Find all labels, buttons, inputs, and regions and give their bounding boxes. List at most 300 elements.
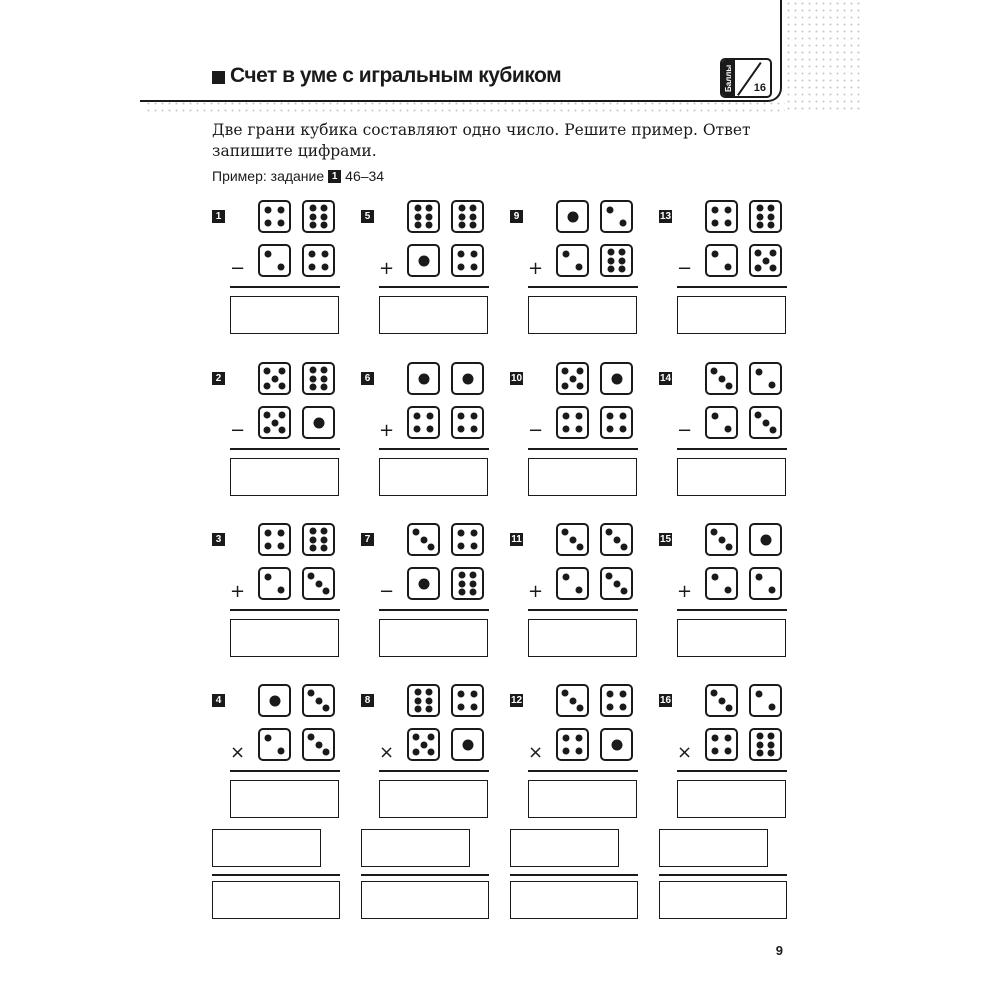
die-pip xyxy=(264,368,271,375)
die-face-2 xyxy=(600,200,633,233)
die-pip xyxy=(470,530,477,537)
operator-sign: + xyxy=(528,258,544,279)
die-pip xyxy=(265,530,272,537)
die-pip xyxy=(309,383,316,390)
example-label: Пример: задание xyxy=(212,168,325,184)
die-pip xyxy=(756,205,763,212)
die-pip xyxy=(426,413,433,420)
problem-number-badge: 3 xyxy=(212,533,225,546)
die-pip xyxy=(575,263,582,270)
score-label: Баллы xyxy=(722,60,735,96)
problem-2 xyxy=(212,362,342,502)
die-pip xyxy=(309,205,316,212)
operator-sign: × xyxy=(677,742,693,763)
die-pip xyxy=(607,413,614,420)
die-pip xyxy=(613,580,620,587)
die-pip xyxy=(265,219,272,226)
die-pip xyxy=(315,697,322,704)
die-face-3 xyxy=(705,523,738,556)
die-pip xyxy=(724,425,731,432)
die-pip xyxy=(607,265,614,272)
die-pip xyxy=(576,382,583,389)
die-face-4 xyxy=(451,244,484,277)
die-pip xyxy=(562,368,569,375)
operator-sign: − xyxy=(677,258,693,279)
die-pip xyxy=(321,263,328,270)
die-pip xyxy=(308,573,315,580)
die-face-3 xyxy=(302,728,335,761)
partial-product-box[interactable] xyxy=(510,829,619,867)
die-pip xyxy=(458,205,465,212)
die-pip xyxy=(427,734,434,741)
die-pip xyxy=(413,529,420,536)
die-pip xyxy=(563,425,570,432)
die-pip xyxy=(619,265,626,272)
answer-box[interactable] xyxy=(677,619,786,657)
die-face-1 xyxy=(600,728,633,761)
die-face-2 xyxy=(749,567,782,600)
die-pip xyxy=(768,205,775,212)
problem-13 xyxy=(659,200,789,340)
die-pip xyxy=(768,213,775,220)
example-answer: 46–34 xyxy=(345,168,385,184)
problem-6 xyxy=(361,362,491,502)
die-face-6 xyxy=(600,244,633,277)
problem-10 xyxy=(510,362,640,502)
die-pip xyxy=(458,425,465,432)
partial-product-box[interactable] xyxy=(361,829,470,867)
die-pip xyxy=(321,528,328,535)
operator-sign: − xyxy=(379,581,395,602)
die-pip xyxy=(613,536,620,543)
die-pip xyxy=(718,536,725,543)
die-pip xyxy=(756,691,763,698)
die-face-4 xyxy=(451,684,484,717)
die-pip xyxy=(755,264,762,271)
die-face-5 xyxy=(407,728,440,761)
die-pip xyxy=(619,219,626,226)
die-pip xyxy=(712,735,719,742)
die-pip xyxy=(265,542,272,549)
answer-box[interactable] xyxy=(528,619,637,657)
die-pip xyxy=(321,383,328,390)
die-face-1 xyxy=(600,362,633,395)
die-pip xyxy=(620,543,627,550)
die-pip xyxy=(420,536,427,543)
die-pip xyxy=(458,580,465,587)
die-pip xyxy=(470,251,477,258)
die-pip xyxy=(575,735,582,742)
die-pip xyxy=(458,572,465,579)
die-pip xyxy=(619,703,626,710)
example-task-badge: 1 xyxy=(328,170,341,183)
die-face-1 xyxy=(407,244,440,277)
die-face-2 xyxy=(556,567,589,600)
die-pip xyxy=(725,543,732,550)
die-pip xyxy=(711,529,718,536)
die-pip xyxy=(768,381,775,388)
die-pip xyxy=(470,588,477,595)
die-face-2 xyxy=(705,567,738,600)
die-pip xyxy=(755,250,762,257)
answer-box[interactable] xyxy=(677,458,786,496)
partial-product-box[interactable] xyxy=(212,829,321,867)
die-pip xyxy=(322,748,329,755)
die-pip xyxy=(418,578,429,589)
die-face-3 xyxy=(749,406,782,439)
die-pip xyxy=(724,735,731,742)
die-pip xyxy=(309,263,316,270)
die-pip xyxy=(769,426,776,433)
die-pip xyxy=(760,534,771,545)
die-pip xyxy=(611,373,622,384)
problem-12 xyxy=(510,684,640,824)
die-face-4 xyxy=(302,244,335,277)
die-pip xyxy=(768,741,775,748)
sum-line xyxy=(230,609,340,611)
die-pip xyxy=(712,747,719,754)
die-pip xyxy=(458,588,465,595)
sum-line xyxy=(379,609,489,611)
die-pip xyxy=(418,373,429,384)
sum-line xyxy=(379,448,489,450)
die-pip xyxy=(711,690,718,697)
die-pip xyxy=(619,413,626,420)
problem-number-badge: 16 xyxy=(659,695,672,706)
total-line xyxy=(510,874,638,876)
die-pip xyxy=(470,691,477,698)
die-pip xyxy=(724,207,731,214)
die-face-4 xyxy=(451,406,484,439)
die-face-3 xyxy=(556,684,589,717)
die-face-4 xyxy=(258,200,291,233)
problem-number-badge: 5 xyxy=(361,210,374,223)
die-pip xyxy=(762,419,769,426)
problem-number-badge: 7 xyxy=(361,533,374,546)
answer-box[interactable] xyxy=(379,296,488,334)
die-face-5 xyxy=(749,244,782,277)
die-face-4 xyxy=(556,406,589,439)
die-pip xyxy=(768,749,775,756)
answer-box[interactable] xyxy=(230,296,339,334)
die-pip xyxy=(576,543,583,550)
sum-line xyxy=(379,286,489,288)
die-pip xyxy=(756,749,763,756)
die-face-2 xyxy=(258,567,291,600)
problem-number-badge: 4 xyxy=(212,694,225,707)
die-pip xyxy=(563,251,570,258)
die-face-4 xyxy=(705,200,738,233)
die-pip xyxy=(755,412,762,419)
die-pip xyxy=(309,367,316,374)
die-pip xyxy=(712,413,719,420)
answer-box[interactable] xyxy=(528,296,637,334)
die-pip xyxy=(607,691,614,698)
answer-box[interactable] xyxy=(528,458,637,496)
total-line xyxy=(361,874,489,876)
die-face-4 xyxy=(556,728,589,761)
sum-line xyxy=(379,770,489,772)
die-pip xyxy=(321,221,328,228)
die-pip xyxy=(458,703,465,710)
die-pip xyxy=(309,375,316,382)
operator-sign: − xyxy=(230,420,246,441)
partial-product-box[interactable] xyxy=(659,829,768,867)
die-pip xyxy=(470,425,477,432)
die-face-1 xyxy=(749,523,782,556)
die-pip xyxy=(277,207,284,214)
die-pip xyxy=(277,219,284,226)
problem-number-badge: 15 xyxy=(659,534,672,545)
die-pip xyxy=(322,704,329,711)
die-pip xyxy=(611,739,622,750)
die-face-1 xyxy=(258,684,291,717)
problem-15 xyxy=(659,523,789,663)
total-box[interactable] xyxy=(510,881,638,919)
die-face-1 xyxy=(556,200,589,233)
die-pip xyxy=(313,417,324,428)
die-face-3 xyxy=(600,567,633,600)
die-pip xyxy=(414,213,421,220)
problem-11 xyxy=(510,523,640,663)
die-pip xyxy=(315,580,322,587)
die-pip xyxy=(321,213,328,220)
die-pip xyxy=(575,413,582,420)
operator-sign: + xyxy=(379,420,395,441)
die-pip xyxy=(321,536,328,543)
die-pip xyxy=(321,544,328,551)
die-pip xyxy=(278,368,285,375)
die-face-2 xyxy=(705,244,738,277)
die-pip xyxy=(470,542,477,549)
die-face-3 xyxy=(407,523,440,556)
die-pip xyxy=(277,747,284,754)
die-pip xyxy=(309,213,316,220)
problem-number-badge: 1 xyxy=(212,210,225,223)
die-face-3 xyxy=(556,523,589,556)
die-face-2 xyxy=(749,684,782,717)
die-pip xyxy=(309,528,316,535)
problem-8 xyxy=(361,684,491,824)
die-face-4 xyxy=(600,684,633,717)
die-pip xyxy=(575,747,582,754)
problem-4 xyxy=(212,684,342,824)
die-pip xyxy=(278,426,285,433)
die-pip xyxy=(563,735,570,742)
die-pip xyxy=(309,536,316,543)
die-pip xyxy=(575,425,582,432)
die-pip xyxy=(567,211,578,222)
die-pip xyxy=(277,586,284,593)
problem-number-badge: 11 xyxy=(511,534,522,545)
die-pip xyxy=(458,413,465,420)
die-pip xyxy=(321,367,328,374)
die-face-2 xyxy=(258,244,291,277)
die-pip xyxy=(756,741,763,748)
answer-box[interactable] xyxy=(379,619,488,657)
answer-box[interactable] xyxy=(677,780,786,818)
sum-line xyxy=(528,286,638,288)
total-box[interactable] xyxy=(361,881,489,919)
die-pip xyxy=(414,205,421,212)
die-pip xyxy=(309,251,316,258)
die-face-4 xyxy=(258,523,291,556)
die-pip xyxy=(562,690,569,697)
die-pip xyxy=(418,255,429,266)
die-face-2 xyxy=(556,244,589,277)
die-face-4 xyxy=(600,406,633,439)
die-pip xyxy=(718,697,725,704)
problem-number-badge: 8 xyxy=(361,694,374,707)
die-pip xyxy=(756,369,763,376)
example-line xyxy=(212,168,384,184)
operator-sign: × xyxy=(230,742,246,763)
die-pip xyxy=(607,703,614,710)
total-line xyxy=(212,874,340,876)
sum-line xyxy=(528,448,638,450)
page-title: Счет в уме с игральным кубиком xyxy=(230,64,562,87)
sum-line xyxy=(230,286,340,288)
die-face-2 xyxy=(258,728,291,761)
die-pip xyxy=(277,542,284,549)
die-pip xyxy=(264,412,271,419)
die-pip xyxy=(762,257,769,264)
die-pip xyxy=(427,748,434,755)
die-pip xyxy=(271,419,278,426)
die-pip xyxy=(278,412,285,419)
sum-line xyxy=(230,448,340,450)
die-pip xyxy=(575,586,582,593)
die-pip xyxy=(562,529,569,536)
total-box[interactable] xyxy=(659,881,787,919)
die-face-1 xyxy=(451,362,484,395)
die-pip xyxy=(470,263,477,270)
die-face-6 xyxy=(302,362,335,395)
die-pip xyxy=(470,221,477,228)
die-pip xyxy=(769,264,776,271)
die-face-3 xyxy=(302,567,335,600)
die-pip xyxy=(426,205,433,212)
die-pip xyxy=(619,691,626,698)
die-pip xyxy=(427,543,434,550)
operator-sign: × xyxy=(528,742,544,763)
answer-box[interactable] xyxy=(230,780,339,818)
answer-box[interactable] xyxy=(528,780,637,818)
answer-box[interactable] xyxy=(677,296,786,334)
die-pip xyxy=(768,221,775,228)
problem-number-badge: 9 xyxy=(510,210,523,223)
instruction-text: Две грани кубика составляют одно число. Решите пример. Ответ запишите цифрами. xyxy=(212,121,751,160)
die-pip xyxy=(426,689,433,696)
total-box[interactable] xyxy=(212,881,340,919)
die-pip xyxy=(470,703,477,710)
die-pip xyxy=(413,734,420,741)
die-pip xyxy=(414,697,421,704)
die-pip xyxy=(470,213,477,220)
die-face-6 xyxy=(451,200,484,233)
answer-box[interactable] xyxy=(379,458,488,496)
die-pip xyxy=(756,221,763,228)
die-pip xyxy=(414,413,421,420)
die-pip xyxy=(470,572,477,579)
problem-number-badge: 2 xyxy=(212,372,225,385)
die-face-6 xyxy=(302,523,335,556)
die-pip xyxy=(569,697,576,704)
die-pip xyxy=(724,747,731,754)
die-pip xyxy=(413,748,420,755)
die-pip xyxy=(769,250,776,257)
die-pip xyxy=(768,703,775,710)
die-pip xyxy=(309,544,316,551)
die-face-5 xyxy=(258,362,291,395)
answer-box[interactable] xyxy=(379,780,488,818)
answer-box[interactable] xyxy=(230,458,339,496)
die-pip xyxy=(569,375,576,382)
die-pip xyxy=(756,733,763,740)
die-pip xyxy=(426,705,433,712)
die-pip xyxy=(756,213,763,220)
die-pip xyxy=(563,413,570,420)
die-face-1 xyxy=(407,567,440,600)
die-pip xyxy=(569,536,576,543)
die-face-3 xyxy=(600,523,633,556)
die-pip xyxy=(420,741,427,748)
answer-box[interactable] xyxy=(230,619,339,657)
die-pip xyxy=(277,263,284,270)
problem-16 xyxy=(659,684,789,824)
die-pip xyxy=(712,207,719,214)
die-face-6 xyxy=(749,728,782,761)
die-pip xyxy=(724,263,731,270)
die-pip xyxy=(563,747,570,754)
die-pip xyxy=(462,739,473,750)
die-pip xyxy=(470,580,477,587)
die-pip xyxy=(712,574,719,581)
die-pip xyxy=(414,689,421,696)
die-pip xyxy=(278,382,285,389)
operator-sign: + xyxy=(677,581,693,602)
die-face-3 xyxy=(302,684,335,717)
sum-line xyxy=(677,448,787,450)
die-pip xyxy=(414,221,421,228)
problem-5 xyxy=(361,200,491,340)
die-pip xyxy=(426,697,433,704)
die-pip xyxy=(321,251,328,258)
die-pip xyxy=(607,207,614,214)
problem-14 xyxy=(659,362,789,502)
die-pip xyxy=(321,205,328,212)
title-bullet-icon xyxy=(212,71,225,84)
die-pip xyxy=(563,574,570,581)
die-face-1 xyxy=(451,728,484,761)
die-face-6 xyxy=(407,684,440,717)
die-pip xyxy=(711,368,718,375)
die-pip xyxy=(265,207,272,214)
die-pip xyxy=(322,587,329,594)
die-pip xyxy=(725,704,732,711)
die-pip xyxy=(414,705,421,712)
problem-7 xyxy=(361,523,491,663)
score-box xyxy=(720,58,772,98)
problem-9 xyxy=(510,200,640,340)
operator-sign: + xyxy=(528,581,544,602)
problem-3 xyxy=(212,523,342,663)
sum-line xyxy=(677,609,787,611)
die-pip xyxy=(308,734,315,741)
die-face-5 xyxy=(556,362,589,395)
die-pip xyxy=(458,691,465,698)
die-pip xyxy=(576,368,583,375)
